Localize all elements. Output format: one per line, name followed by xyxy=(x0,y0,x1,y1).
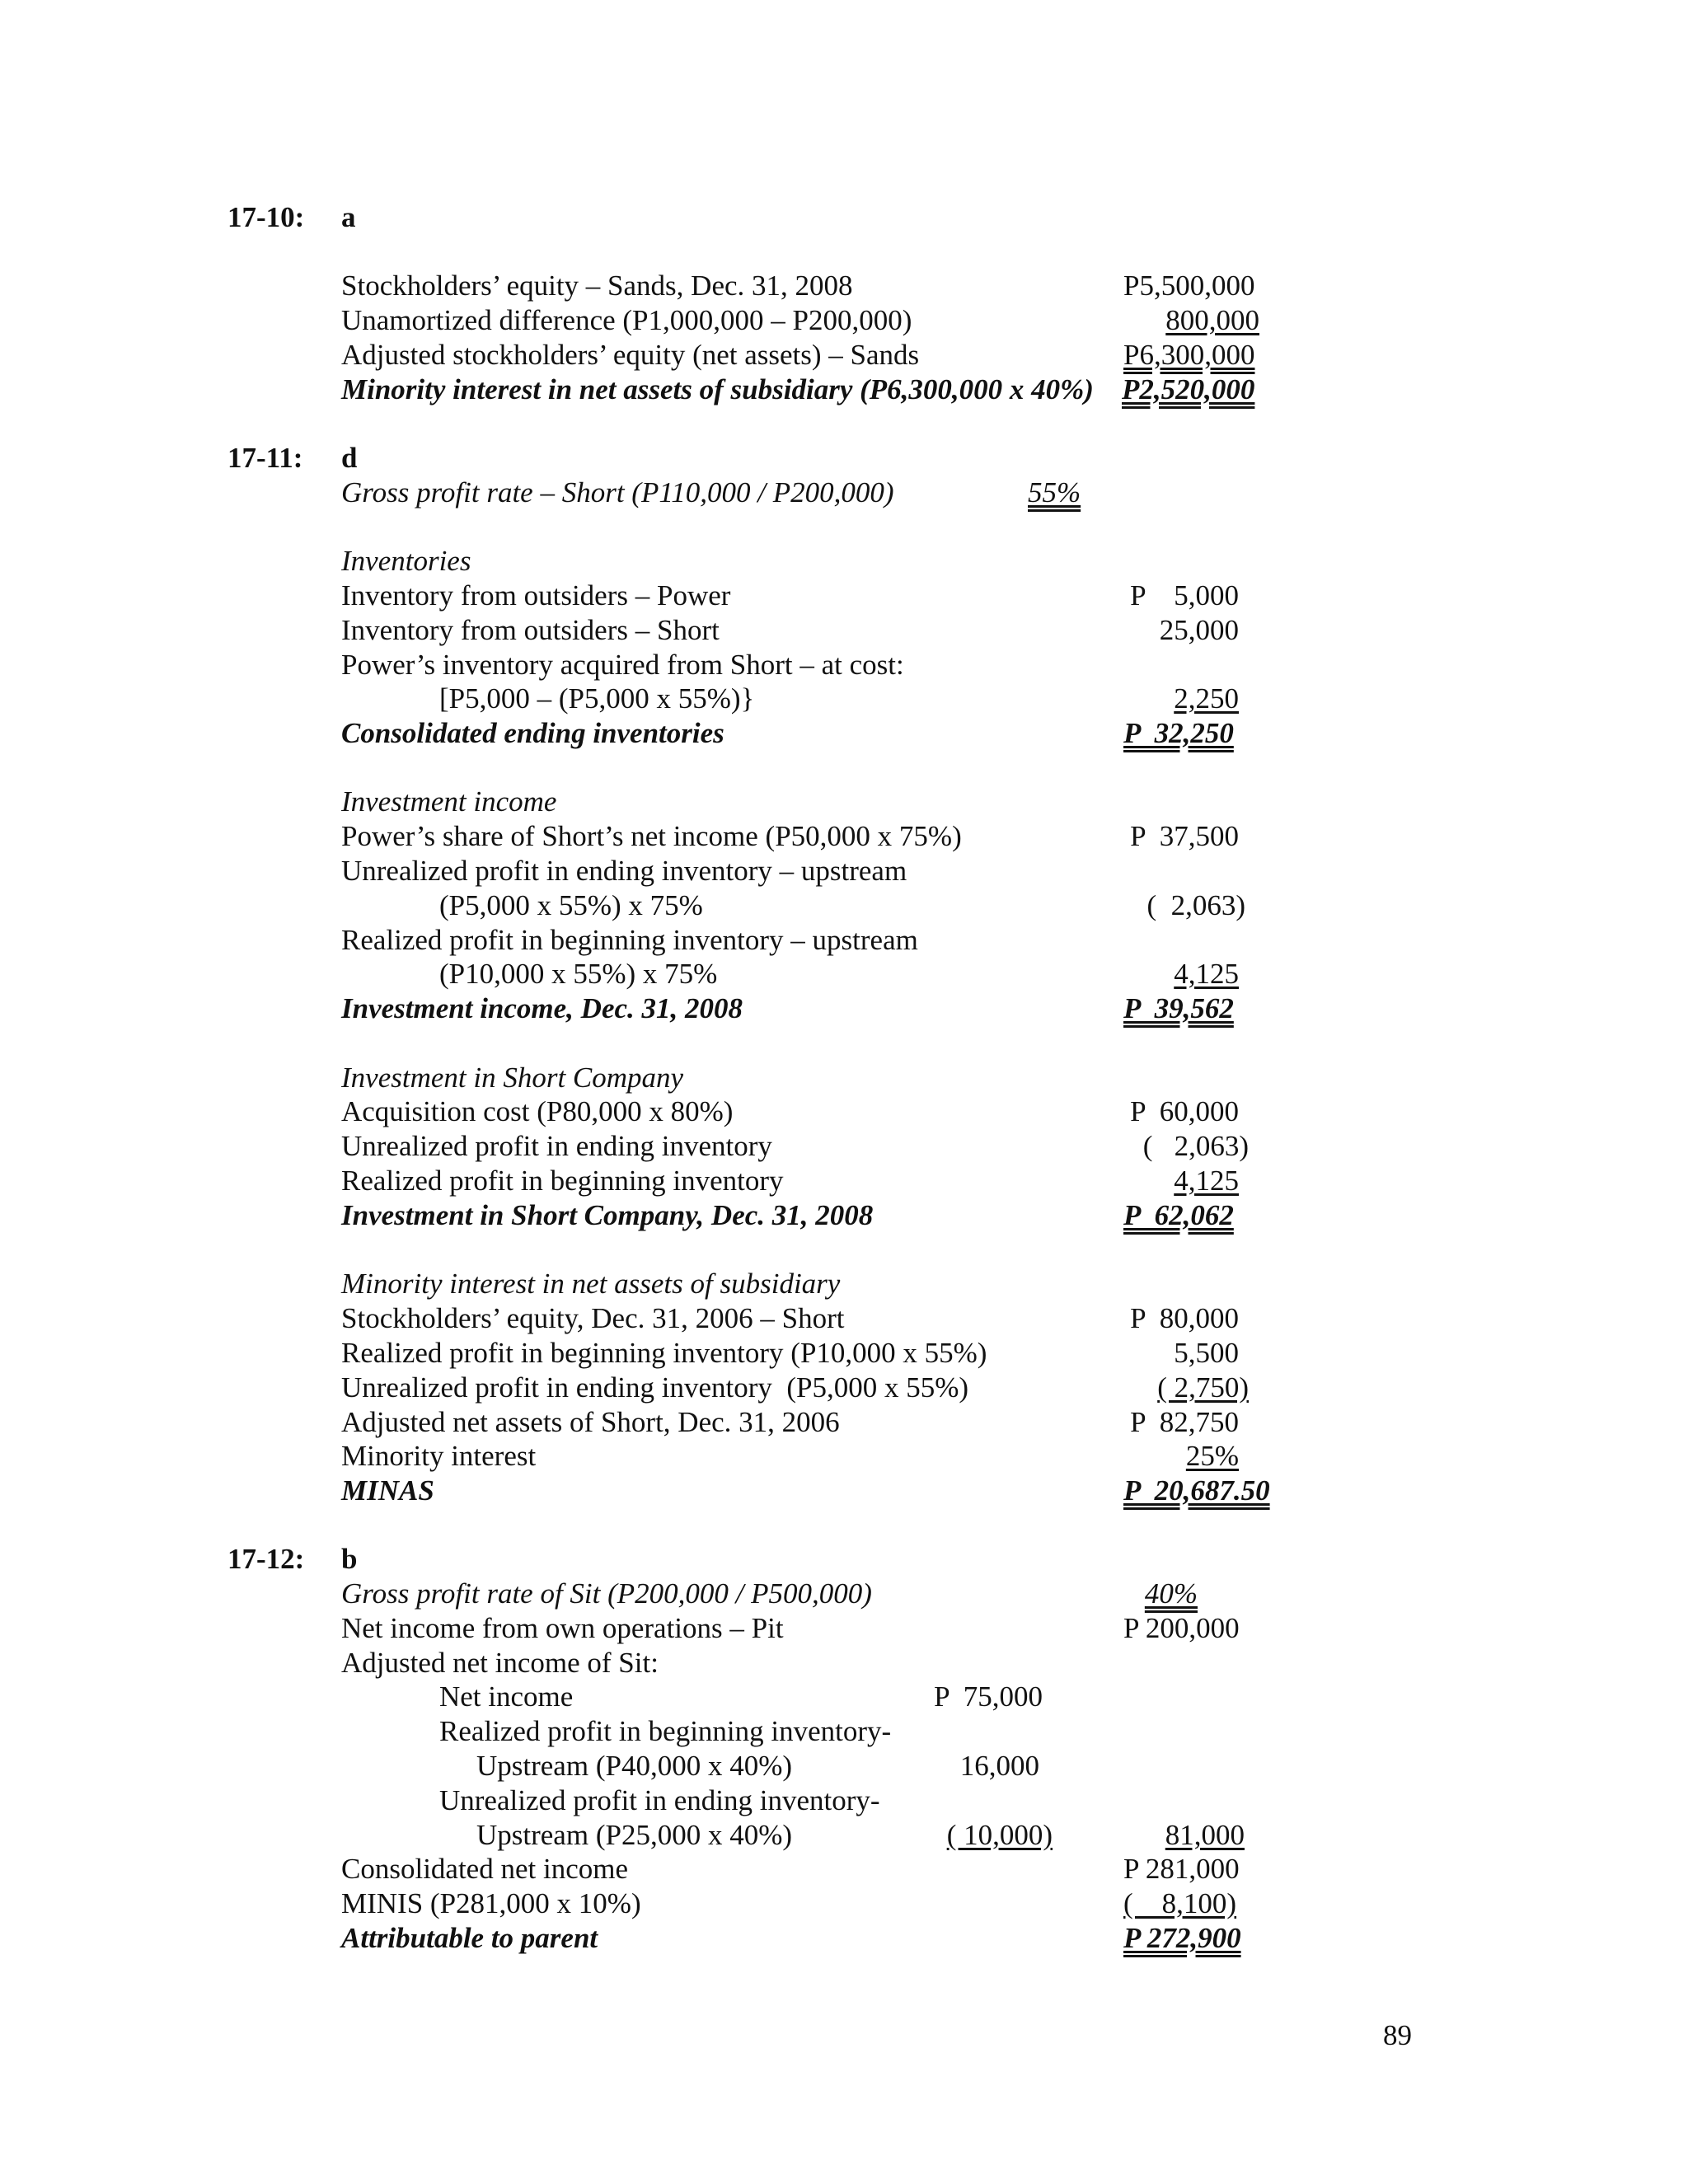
row-amount: ( 2,063) xyxy=(1146,889,1245,921)
row-text: Realized profit in beginning inventory xyxy=(341,1165,784,1197)
gross-profit-rate-text: Gross profit rate – Short (P110,000 / P200,000) xyxy=(341,476,894,509)
row-text: Realized profit in beginning inventory- xyxy=(439,1715,892,1747)
row-text: Minority interest xyxy=(341,1440,537,1472)
gross-profit-rate-value: 40% xyxy=(1144,1577,1198,1610)
row-total-amount: P 62,062 xyxy=(1123,1199,1234,1231)
row-amount: ( 2,063) xyxy=(1142,1130,1249,1162)
row-total-text: Investment in Short Company, Dec. 31, 2008 xyxy=(341,1199,874,1231)
row-total-amount: P 20,687.50 xyxy=(1123,1474,1270,1507)
row-total-text: Attributable to parent xyxy=(341,1922,598,1954)
row-text: Minority interest in net assets of subsidiary (P6,300,000 x 40%) xyxy=(341,373,1094,405)
row-text: Consolidated net income xyxy=(341,1853,628,1885)
row-text: Inventory from outsiders – Short xyxy=(341,614,720,646)
row-text: Net income xyxy=(439,1680,574,1713)
row-amount: 4,125 xyxy=(1174,958,1239,990)
row-text: Adjusted net assets of Short, Dec. 31, 2006 xyxy=(341,1406,840,1438)
row-amount: ( 2,750) xyxy=(1157,1371,1249,1404)
row-text: Power’s inventory acquired from Short – at cost: xyxy=(341,649,904,681)
row-text: Upstream (P25,000 x 40%) xyxy=(476,1819,793,1851)
row-text: Realized profit in beginning inventory (P10,000 x 55%) xyxy=(341,1337,987,1369)
row-text: Adjusted stockholders’ equity (net assets) – Sands xyxy=(341,339,920,371)
row-text: Upstream (P40,000 x 40%) xyxy=(476,1750,793,1782)
row-text: MINIS (P281,000 x 10%) xyxy=(341,1887,641,1919)
gross-profit-rate-text: Gross profit rate of Sit (P200,000 / P500,000) xyxy=(341,1577,872,1610)
row-amount: 81,000 xyxy=(1165,1819,1245,1851)
row-text: Realized profit in beginning inventory – upstream xyxy=(341,924,918,956)
row-amount: P2,520,000 xyxy=(1122,373,1255,405)
row-amount: 5,500 xyxy=(1174,1337,1239,1369)
row-text: Stockholders’ equity – Sands, Dec. 31, 2008 xyxy=(341,269,853,302)
row-amount: P 5,000 xyxy=(1130,579,1239,612)
row-text: Acquisition cost (P80,000 x 80%) xyxy=(341,1095,734,1127)
subheading: Inventories xyxy=(341,545,471,577)
row-amount: P 80,000 xyxy=(1130,1302,1239,1334)
row-text: Unrealized profit in ending inventory (P5,000 x 55%) xyxy=(341,1371,969,1404)
row-text: Unamortized difference (P1,000,000 – P200,000) xyxy=(341,304,912,336)
section-label-17-12: 17-12: xyxy=(227,1543,305,1575)
answer-17-11: d xyxy=(341,442,358,474)
row-mid-amount: 16,000 xyxy=(959,1750,1039,1782)
answer-17-12: b xyxy=(341,1543,358,1575)
row-text: (P5,000 x 55%) x 75% xyxy=(439,889,703,921)
row-amount: P 281,000 xyxy=(1123,1853,1240,1885)
row-text: [P5,000 – (P5,000 x 55%)} xyxy=(439,682,755,715)
row-text: Unrealized profit in ending inventory- xyxy=(439,1784,880,1816)
section-label-17-11: 17-11: xyxy=(227,442,303,474)
subheading: Investment income xyxy=(341,785,557,818)
row-amount: ( 8,100) xyxy=(1123,1887,1237,1919)
row-text: Unrealized profit in ending inventory xyxy=(341,1130,772,1162)
row-text: Adjusted net income of Sit: xyxy=(341,1647,659,1679)
row-text: (P10,000 x 55%) x 75% xyxy=(439,958,718,990)
page-number: 89 xyxy=(1383,2019,1412,2051)
row-text: Stockholders’ equity, Dec. 31, 2006 – Short xyxy=(341,1302,845,1334)
row-amount: 25% xyxy=(1185,1440,1239,1472)
row-amount: P5,500,000 xyxy=(1123,269,1255,302)
row-total-text: Investment income, Dec. 31, 2008 xyxy=(341,992,743,1024)
row-amount: 2,250 xyxy=(1174,682,1239,715)
row-amount: 4,125 xyxy=(1174,1165,1239,1197)
row-amount: P 200,000 xyxy=(1123,1612,1240,1644)
subheading: Minority interest in net assets of subsidiary xyxy=(341,1268,841,1300)
row-total-amount: P 32,250 xyxy=(1123,717,1234,749)
row-total-amount: P 39,562 xyxy=(1123,992,1234,1024)
row-amount: 25,000 xyxy=(1159,614,1239,646)
row-mid-amount: ( 10,000) xyxy=(946,1819,1053,1851)
row-text: Net income from own operations – Pit xyxy=(341,1612,784,1644)
row-text: Inventory from outsiders – Power xyxy=(341,579,731,612)
row-amount: P 82,750 xyxy=(1130,1406,1239,1438)
row-amount: P 60,000 xyxy=(1130,1095,1239,1127)
row-amount: P6,300,000 xyxy=(1123,339,1255,371)
row-total-amount: P 272,900 xyxy=(1123,1922,1241,1954)
row-text: Unrealized profit in ending inventory – upstream xyxy=(341,855,907,887)
row-amount: 800,000 xyxy=(1165,304,1259,336)
section-label-17-10: 17-10: xyxy=(227,201,305,233)
row-total-text: MINAS xyxy=(341,1474,434,1507)
row-mid-amount: P 75,000 xyxy=(934,1680,1043,1713)
gross-profit-rate-value: 55% xyxy=(1028,476,1081,509)
subheading: Investment in Short Company xyxy=(341,1062,684,1094)
row-text: Power’s share of Short’s net income (P50,000 x 75%) xyxy=(341,820,962,852)
row-amount: P 37,500 xyxy=(1130,820,1239,852)
row-total-text: Consolidated ending inventories xyxy=(341,717,724,749)
answer-17-10: a xyxy=(341,201,356,233)
